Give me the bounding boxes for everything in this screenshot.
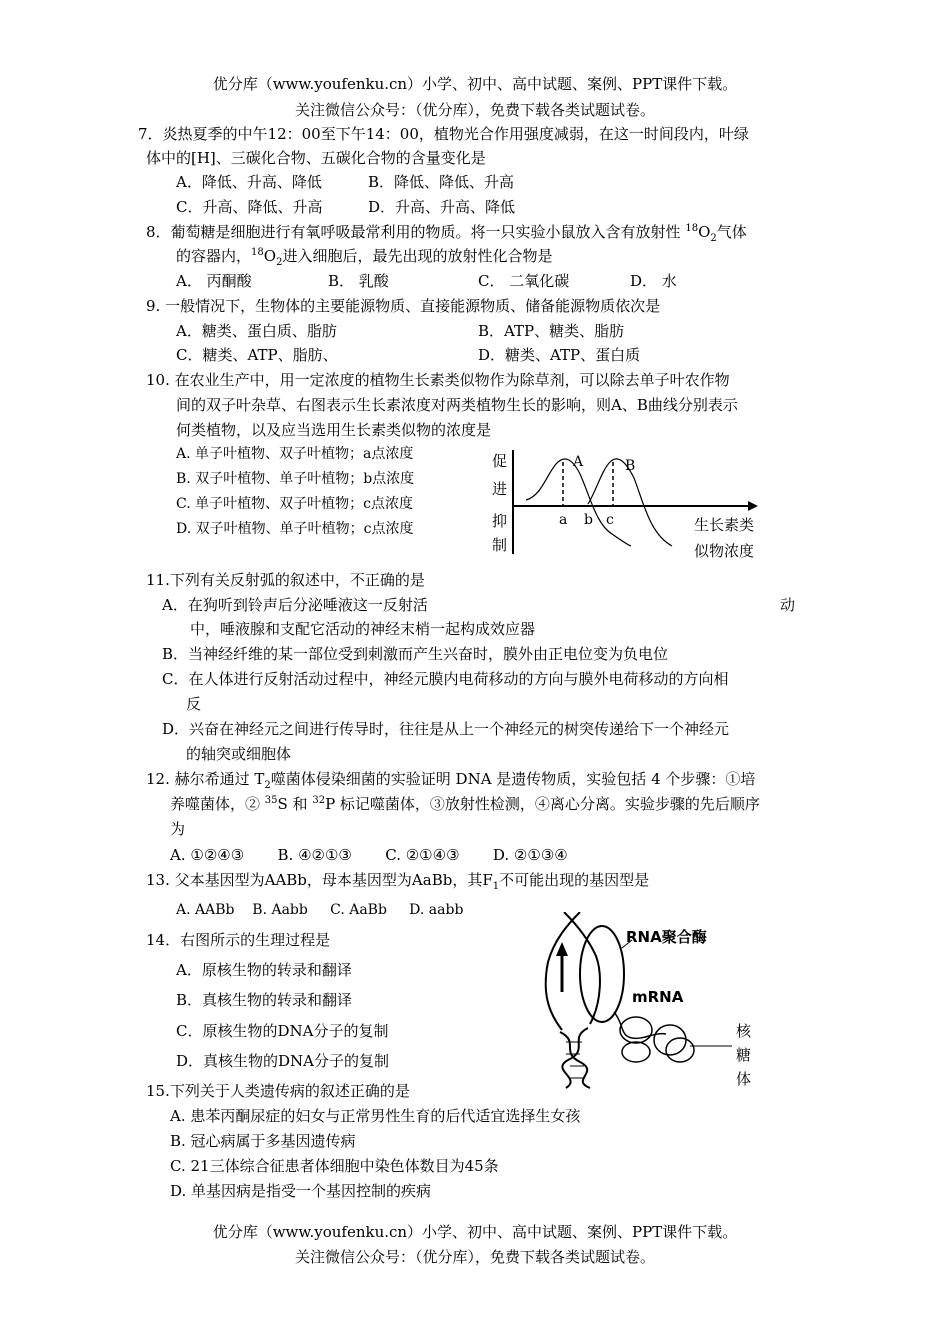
q9-stem: 9. 一般情况下，生物体的主要能源物质、直接能源物质、储备能源物质依次是 [146,297,661,315]
rna-polymerase [580,926,624,1022]
q10-option-c: C. 单子叶植物、双子叶植物；c点浓度 [176,496,413,512]
q10-option-b: B. 双子叶植物、单子叶植物；b点浓度 [176,471,415,487]
q8-stem-text-2b: 进入细胞后，最先出现的放射性化合物是 [282,247,553,265]
q11-option-c-line-2: 反 [186,695,202,713]
q11-option-b: B．当神经纤维的某一部位受到刺激而产生兴奋时，膜外由正电位变为负电位 [162,645,669,663]
q8-subscript-2a: 2 [710,233,717,244]
q8-option-c: C． 二氧化碳 [478,272,570,290]
x-label-line-1: 生长素类 [694,516,755,534]
point-label-b: b [584,512,593,528]
footer-line-2: 关注微信公众号：（优分库），免费下载各类试题试卷。 [294,1248,655,1266]
q7-option-a: A．降低、升高、降低 [176,173,322,191]
q7-stem-line-2: 体中的[H]、三碳化合物、五碳化合物的含量变化是 [146,149,486,167]
q8-stem-text-2a: 的容器内， [176,247,252,265]
q12-options: A. ①②④③ B. ④②①③ C. ②①④③ D. ②①③④ [170,846,568,864]
auxin-curve-chart [486,446,776,566]
y-label-char-1: 促 [492,452,508,470]
q7-stem-line-1: 7．炎热夏季的中午12：00至下午14：00，植物光合作用强度减弱，在这一时间段内，叶绿 [138,125,749,143]
q9-option-b: B．ATP、糖类、脂肪 [478,322,625,340]
q15-option-a: A. 患苯丙酮尿症的妇女与正常男性生育的后代适宜选择生女孩 [170,1107,581,1125]
ribosome-1 [620,1017,652,1043]
q12-stem-line-3: 为 [170,820,186,838]
q8-option-b: B． 乳酸 [328,272,389,290]
q10-stem-line-1: 10. 在农业生产中，用一定浓度的植物生长素类似物作为除草剂，可以除去单子叶农作物 [146,371,730,389]
ribosome-4 [666,1038,694,1062]
curve-a [526,459,631,546]
q9-option-a: A．糖类、蛋白质、脂肪 [176,322,337,340]
q8-stem-text-1b: 气体 [716,223,747,241]
q12-isotope-32: 32 [312,795,326,806]
q11-option-a-line-2: 中，唾液腺和支配它活动的神经末梢一起构成效应器 [190,620,536,638]
q8-option-a: A． 丙酮酸 [176,272,252,290]
q8-stem-line-2 [176,246,552,266]
curve-label-b: B [625,458,636,474]
q10-option-d: D. 双子叶植物、单子叶植物；c点浓度 [176,521,414,537]
point-label-a: a [559,512,568,528]
header-line-1: 优分库（www.youfenku.cn）小学、初中、高中试题、案例、PPT课件下载。 [212,75,738,93]
y-label-char-4: 制 [492,536,508,554]
q11-option-a-line-1: A．在狗听到铃声后分泌唾液这一反射活 [162,596,428,614]
q10-stem-line-2: 间的双子叶杂草、右图表示生长素浓度对两类植物生长的影响，则A、B曲线分别表示 [176,396,738,414]
q13-stem [146,870,649,890]
ribosome-label-3: 体 [736,1070,752,1088]
q14-option-a: A．原核生物的转录和翻译 [176,961,352,979]
q13-options: A. AABb B. Aabb C. AaBb D. aabb [176,902,464,918]
q13-text-b: 不可能出现的基因型是 [499,871,650,889]
q7-option-d: D．升高、升高、降低 [368,198,516,216]
q12-text-2b: S 和 [277,795,313,813]
q12-t2-subscript: 2 [264,780,271,791]
ribosome-2 [654,1025,686,1055]
q9-option-c: C．糖类、ATP、脂肪、 [176,346,338,364]
q11-option-a-line-1-end: 动 [780,596,796,614]
q13-f1-subscript: 1 [492,881,500,892]
q10-stem-line-3: 何类植物，以及应当选用生长素类似物的浓度是 [176,421,492,439]
curve-label-a: A [573,454,584,470]
dna-helix-1 [560,1032,590,1088]
x-label-line-2: 似物浓度 [694,542,755,560]
rna-polymerase-label: RNA聚合酶 [626,928,707,946]
q8-isotope-18a: 18 [685,223,699,234]
q9-option-d: D．糖类、ATP、蛋白质 [478,346,641,364]
q15-option-b: B. 冠心病属于多基因遗传病 [170,1132,356,1150]
point-label-c: c [606,512,614,528]
q10-option-a: A. 单子叶植物、双子叶植物；a点浓度 [176,446,414,462]
q11-option-c-line-1: C．在人体进行反射活动过程中，神经元膜内电荷移动的方向与膜外电荷移动的方向相 [162,670,729,688]
q7-option-c: C．升高、降低、升高 [176,198,323,216]
y-label-char-2: 进 [492,480,508,498]
q8-isotope-18b: 18 [251,247,264,258]
q8-option-d: D． 水 [630,272,677,290]
ribosome-3 [622,1042,650,1062]
q12-text-2a: 养噬菌体，② [170,795,265,813]
q12-stem-line-1 [146,769,755,789]
q12-text-1b: 噬菌体侵染细菌的实验证明 DNA 是遗传物质，实验包括 4 个步骤：①培 [270,770,756,788]
mrna-label: mRNA [632,988,684,1006]
x-axis-arrow [748,501,758,511]
q12-text-2c: P 标记噬菌体，③放射性检测，④离心分离。实验步骤的先后顺序 [325,795,760,813]
header-line-2: 关注微信公众号：（优分库），免费下载各类试题试卷。 [294,101,655,119]
q12-isotope-35: 35 [264,795,278,806]
q11-option-d-line-2: 的轴突或细胞体 [186,745,292,763]
q7-option-b: B．降低、降低、升高 [368,173,515,191]
q14-option-c: C．原核生物的DNA分子的复制 [176,1022,389,1040]
q12-stem-line-2 [170,794,760,814]
footer-line-1: 优分库（www.youfenku.cn）小学、初中、高中试题、案例、PPT课件下载。 [212,1223,738,1241]
q8-subscript-2b: 2 [276,257,283,268]
q15-stem: 15.下列关于人类遗传病的叙述正确的是 [146,1082,410,1100]
ribosome-label-2: 糖 [736,1046,752,1064]
q14-option-b: B．真核生物的转录和翻译 [176,991,353,1009]
q11-stem: 11.下列有关反射弧的叙述中，不正确的是 [146,571,425,589]
q15-option-c: C. 21三体综合征患者体细胞中染色体数目为45条 [170,1157,499,1175]
q8-stem-text-1a: 8．葡萄糖是细胞进行有氧呼吸最常利用的物质。将一只实验小鼠放入含有放射性 [146,223,686,241]
q15-option-d: D. 单基因病是指受一个基因控制的疾病 [170,1182,432,1200]
q8-oxygen-b: O [263,247,277,265]
q11-option-d-line-1: D．兴奋在神经元之间进行传导时，往往是从上一个神经元的树突传递给下一个神经元 [162,720,730,738]
q12-text-1a: 12. 赫尔希通过 T [146,770,265,788]
y-label-char-3: 抑 [492,512,508,530]
direction-arrow-icon [556,942,568,956]
q13-text-a: 13. 父本基因型为AABb，母本基因型为AaBb，其F [146,871,493,889]
q14-stem: 14．右图所示的生理过程是 [146,931,331,949]
ribosome-label-1: 核 [736,1022,752,1040]
q14-option-d: D．真核生物的DNA分子的复制 [176,1052,390,1070]
q8-oxygen-a: O [698,223,711,241]
transcription-translation-diagram [540,912,770,1090]
q8-stem-line-1 [146,222,747,242]
